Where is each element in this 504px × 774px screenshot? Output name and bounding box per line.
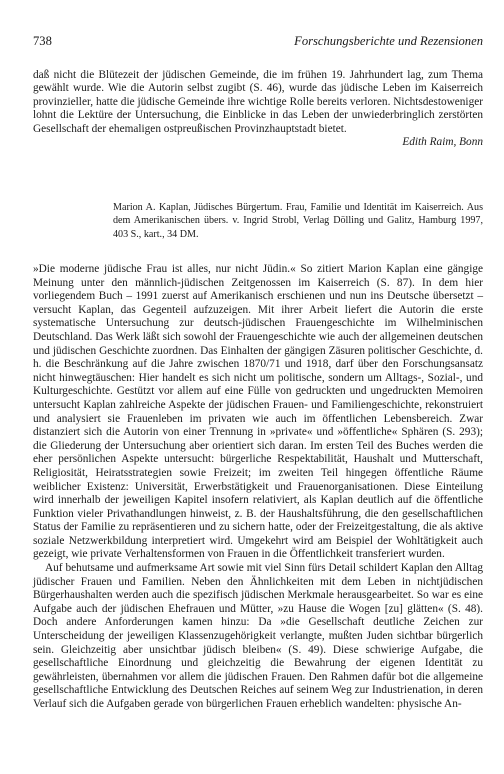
book-reference: Marion A. Kaplan, Jüdisches Bürgertum. Frau, Familie und Identität im Kaiserreich. Aus dem Amerikanischen übers. v. Ingrid Strobl, Verlag Dölling und Galitz, Hamburg 1997, 403 S., kart., 34 DM. <box>113 202 483 240</box>
running-title: Forschungsberichte und Rezensionen <box>294 34 483 48</box>
previous-review-ending <box>33 69 483 149</box>
page-number: 738 <box>33 34 52 48</box>
page-header <box>33 34 483 52</box>
review-paragraph-2: Auf behutsame und aufmerksame Art sowie mit viel Sinn fürs Detail schildert Kaplan den Alltag jüdischer Frauen und Familien. Neben den Ähnlichkeiten mit dem Leben in nichtjüdischen Bürgerhaushalten werden auch die spezifisch jüdischen Merkmale herausgearbeitet. So war es eine Aufgabe auch der jüdischen Ehefrauen und Mütter, »zu Hause die Wogen [zu] glätten« (S. 48). Doch andere Anforderungen kamen hinzu: Da »die Gesellschaft deutliche Zeichen zur Unterscheidung der jeweiligen Klassenzugehörigkeit verlangte, mußten Juden sichtbar bürgerlich sein. Gleichzeitig aber unsichtbar jüdisch bleiben« (S. 49). Diese schwierige Aufgabe, die gesellschaftliche Einordnung und gleichzeitig die Bewahrung der eigenen Identität zu gewährleisten, übernahmen vor allem die jüdischen Frauen. Den Rahmen dafür bot die allgemeine gesellschaftliche Entwicklung des Deutschen Reiches auf seinem Weg zur Industrienation, in deren Verlauf sich die Aufgaben gerade von bürgerlichen Frauen erheblich wandelten: physische An- <box>33 562 483 710</box>
reviewer-signature: Edith Raim, Bonn <box>402 136 483 149</box>
review-paragraph-1: »Die moderne jüdische Frau ist alles, nur nicht Jüdin.« So zitiert Marion Kaplan eine gängige Meinung unter den männlich-jüdischen Zeitgenossen im Kaiserreich (S. 87). In dem hier vorliegendem Buch – 1991 zuerst auf Amerikanisch erschienen und nun ins Deutsche übersetzt – versucht Kaplan, das Gegenteil aufzuzeigen. Mit ihrer Arbeit liefert die Autorin die erste systematische Untersuchung zur deutsch-jüdischen Frauengeschichte im Wilhelminischen Deutschland. Das Werk läßt sich sowohl der Frauengeschichte wie auch der allgemeinen deutschen und jüdischen Geschichte zuordnen. Das Einhalten der gängigen Zäsuren politischer Geschichte, d. h. die Beschränkung auf die Jahre zwischen 1870/71 und 1918, darf über den Forschungsansatz nicht hinwegtäuschen: Hier handelt es sich nicht um politische, sondern um Alltags-, Sozial-, und Kulturgeschichte. Gestützt vor allem auf eine Fülle von gedruckten und ungedruckten Memoiren untersucht Kaplan zahlreiche Aspekte der jüdischen Frauen- und Familiengeschichte, rekonstruiert und analysiert sie Frauenleben im privaten wie auch im öffentlichen Lebensbereich. Zwar distanziert sich die Autorin von einer Trennung in »private« und »öffentliche« Sphären (S. 293); die Gliederung der Untersuchung aber orientiert sich daran. Im ersten Teil des Buches werden die eher persönlichen Aspekte untersucht: bürgerliche Respektabilität, Haushalt und Mutterschaft, Religiosität, Heiratsstrategien sowie Freizeit; im zweiten Teil hingegen öffentliche Räume weiblicher Existenz: Universität, Erwerbstätigkeit und Frauenorganisationen. Diese Einteilung wird innerhalb der jeweiligen Kapitel insofern relativiert, als Kaplan deutlich auf die öffentliche Funktion vieler Privathandlungen hinweist, z. B. der Haushaltsführung, die den gesellschaftlichen Status der Familie zu repräsentieren und zu sichern hatte, oder der Freizeitgestaltung, die als aktive soziale Netzwerkbildung interpretiert wird. Umgekehrt wird am Beispiel der Wohltätigkeit auch gezeigt, wie private Verhaltensformen von Frauen in die Öffentlichkeit transferiert wurden. <box>33 263 483 561</box>
review-body <box>33 263 483 712</box>
previous-review-text: daß nicht die Blütezeit der jüdischen Gemeinde, die im frühen 19. Jahrhundert lag, zum Thema gewählt wurde. Wie die Autorin selbst zugibt (S. 46), wurde das jüdische Leben im Kaiserreich provinzieller, hatte die jüdische Gemeinde ihre wichtige Rolle bereits verloren. Nichtsdestoweniger lohnt die Lektüre der Untersuchung, die Einblicke in das Leben der unwiederbringlich zerstörten Gesellschaft der ehemaligen ostpreußischen Provinzhauptstadt bietet. <box>33 69 483 135</box>
